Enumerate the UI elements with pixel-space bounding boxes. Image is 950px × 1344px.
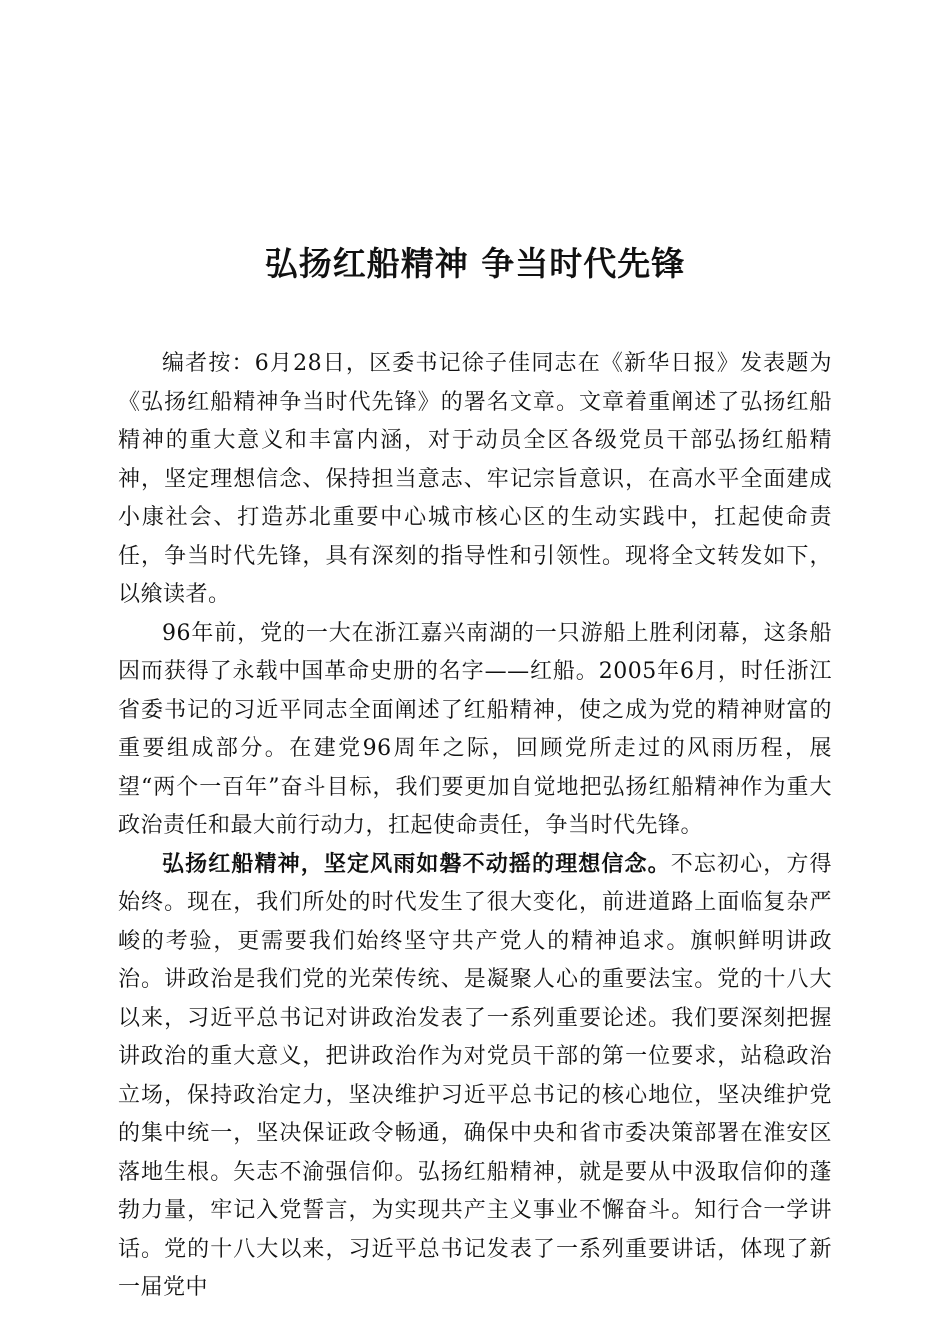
paragraph-2-lead-in: 弘扬红船精神，坚定风雨如磐不动摇的理想信念。 [162,851,671,877]
document-title: 弘扬红船精神 争当时代先锋 [264,244,686,284]
body-paragraph-1: 96年前，党的一大在浙江嘉兴南湖的一只游船上胜利闭幕，这条船因而获得了永载中国革命史册的名字——红船。2005年6月，时任浙江省委书记的习近平同志全面阐述了红船精神，使之成为党的精神财富的重要组成部分。在建党96周年之际，回顾党所走过的风雨历程，展望“两个一百年”奋斗目标，我们要更加自觉地把弘扬红船精神作为重大政治责任和最大前行动力，扛起使命责任，争当时代先锋。 [118,620,832,838]
body-paragraph-2 [118,846,832,1308]
editor-note-paragraph: 编者按：6月28日，区委书记徐子佳同志在《新华日报》发表题为《弘扬红船精神争当时代先锋》的署名文章。文章着重阐述了弘扬红船精神的重大意义和丰富内涵，对于动员全区各级党员干部弘扬红船精神，坚定理想信念、保持担当意志、牢记宗旨意识，在高水平全面建成小康社会、打造苏北重要中心城市核心区的生动实践中，扛起使命责任，争当时代先锋，具有深刻的指导性和引领性。现将全文转发如下，以飨读者。 [118,351,832,607]
paragraph-2-body: 不忘初心，方得始终。现在，我们所处的时代发生了很大变化，前进道路上面临复杂严峻的考验，更需要我们始终坚守共产党人的精神追求。旗帜鲜明讲政治。讲政治是我们党的光荣传统、是凝聚人心的重要法宝。党的十八大以来，习近平总书记对讲政治发表了一系列重要论述。我们要深刻把握讲政治的重大意义，把讲政治作为对党员干部的第一位要求，站稳政治立场，保持政治定力，坚决维护习近平总书记的核心地位，坚决维护党的集中统一，坚决保证政令畅通，确保中央和省市委决策部署在淮安区落地生根。矢志不渝强信仰。弘扬红船精神，就是要从中汲取信仰的蓬勃力量，牢记入党誓言，为实现共产主义事业不懈奋斗。知行合一学讲话。党的十八大以来，习近平总书记发表了一系列重要讲话，体现了新一届党中 [118,851,832,1300]
document-body [118,345,832,1308]
